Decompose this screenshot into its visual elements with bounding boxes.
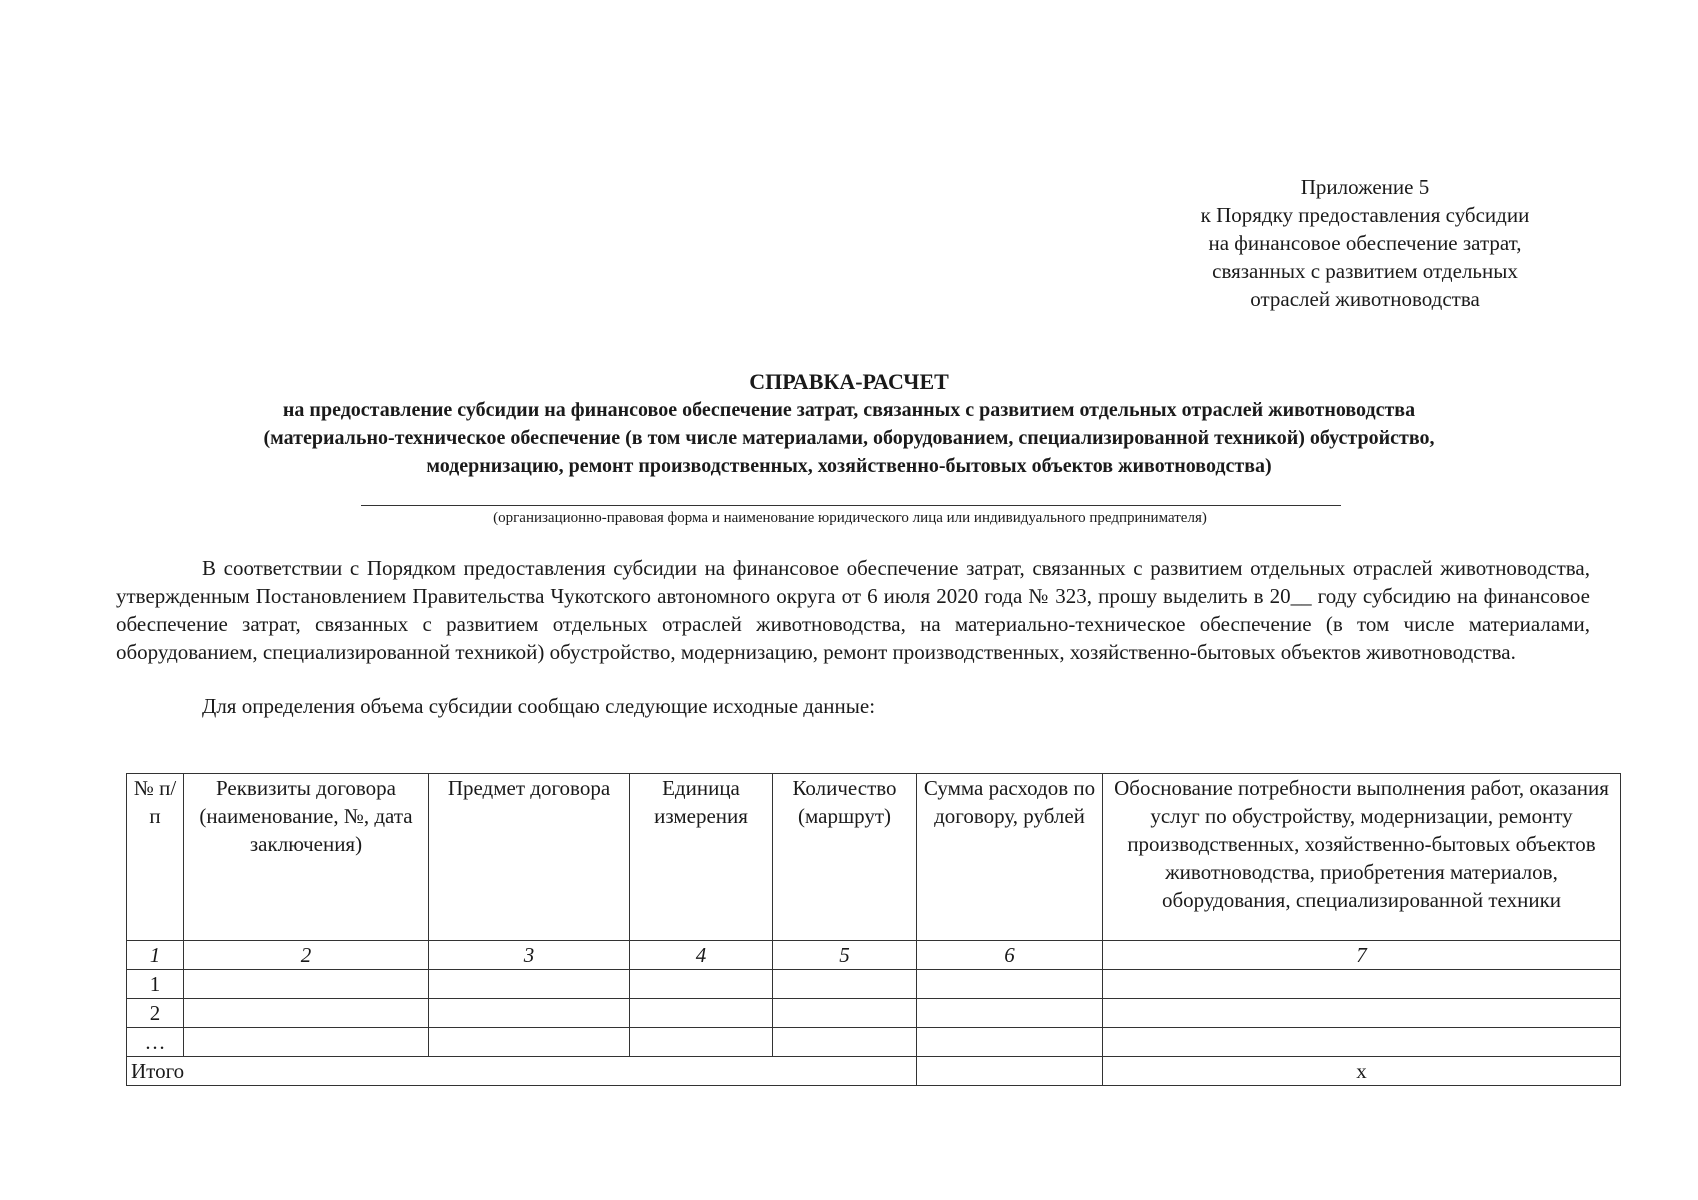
- total-mark: x: [1103, 1057, 1621, 1086]
- table-cell: [184, 970, 429, 999]
- title-line: модернизацию, ремонт производственных, хозяйственно-бытовых объектов животноводства): [426, 455, 1272, 477]
- column-header: Предмет договора: [429, 774, 630, 941]
- table-row: [127, 999, 1621, 1028]
- table-cell: [429, 970, 630, 999]
- data-intro: Для определения объема субсидии сообщаю следующие исходные данные:: [202, 694, 876, 718]
- title-line: на предоставление субсидии на финансовое обеспечение затрат, связанных с развитием отдельных отраслей животноводства: [282, 399, 1416, 421]
- table-cell: [1103, 970, 1621, 999]
- body-text: [116, 554, 1590, 720]
- total-label: Итого: [127, 1057, 917, 1086]
- table-cell: [429, 999, 630, 1028]
- table-cell: [630, 999, 773, 1028]
- column-header: Обоснование потребности выполнения работ, оказания услуг по обустройству, модернизации, ремонту производственных, хозяйственно-бытовых объектов животноводства, приобретения материалов, оборудования, специализированной техники: [1103, 774, 1621, 941]
- total-row: [127, 1057, 1621, 1086]
- column-number: 6: [917, 941, 1103, 970]
- table-cell: [429, 1028, 630, 1057]
- title-line: (материально-техническое обеспечение (в том числе материалами, оборудованием, специализированной техникой) обустройство,: [263, 427, 1435, 449]
- table-cell: [773, 999, 917, 1028]
- column-number: 2: [184, 941, 429, 970]
- column-number: 1: [127, 941, 184, 970]
- table-cell: [1103, 999, 1621, 1028]
- appendix-line: на финансовое обеспечение затрат,: [1208, 231, 1522, 255]
- appendix-line: отраслей животноводства: [1250, 287, 1480, 311]
- title-main: СПРАВКА-РАСЧЕТ: [749, 369, 949, 394]
- appendix-line: связанных с развитием отдельных: [1212, 259, 1518, 283]
- table-cell: [917, 999, 1103, 1028]
- total-sum-cell: [917, 1057, 1103, 1086]
- column-header: Реквизиты договора (наименование, №, дата заключения): [184, 774, 429, 941]
- table-cell: [917, 970, 1103, 999]
- column-header: Единица измерения: [630, 774, 773, 941]
- org-name-blank-line: [361, 505, 1341, 506]
- column-number: 5: [773, 941, 917, 970]
- column-number: 4: [630, 941, 773, 970]
- appendix-block: [1130, 173, 1600, 313]
- column-number: 3: [429, 941, 630, 970]
- column-header: Сумма расходов по договору, рублей: [917, 774, 1103, 941]
- column-number-row: [127, 941, 1621, 970]
- table-row: [127, 970, 1621, 999]
- appendix-line: Приложение 5: [1300, 175, 1430, 199]
- column-header: № п/п: [127, 774, 184, 941]
- org-name-caption: (организационно-правовая форма и наименование юридического лица или индивидуального предпринимателя): [493, 510, 1207, 526]
- header-row: [127, 774, 1621, 941]
- column-number: 7: [1103, 941, 1621, 970]
- table-cell: [184, 1028, 429, 1057]
- row-number: …: [127, 1028, 184, 1057]
- table-cell: [1103, 1028, 1621, 1057]
- table-cell: [917, 1028, 1103, 1057]
- table-cell: [773, 970, 917, 999]
- subsidy-table: [126, 773, 1621, 1086]
- table-cell: [184, 999, 429, 1028]
- table-row: [127, 1028, 1621, 1057]
- table-cell: [630, 1028, 773, 1057]
- request-paragraph: В соответствии с Порядком предоставления субсидии на финансовое обеспечение затрат, связанных с развитием отдельных отраслей животноводства, утвержденным Постановлением Правительства Чукотского автономного округа от 6 июля 2020 года № 323, прошу выделить в 20__ году субсидию на финансовое обеспечение затрат, связанных с развитием отдельных отраслей животноводства, на материально-техническое обеспечение (в том числе материалами, оборудованием, специализированной техникой) обустройство, модернизацию, ремонт производственных, хозяйственно-бытовых объектов животноводства.: [116, 556, 1590, 664]
- row-number: 2: [127, 999, 184, 1028]
- document-title: [100, 368, 1598, 480]
- column-header: Количество (маршрут): [773, 774, 917, 941]
- row-number: 1: [127, 970, 184, 999]
- table-cell: [630, 970, 773, 999]
- table-cell: [773, 1028, 917, 1057]
- appendix-line: к Порядку предоставления субсидии: [1200, 203, 1530, 227]
